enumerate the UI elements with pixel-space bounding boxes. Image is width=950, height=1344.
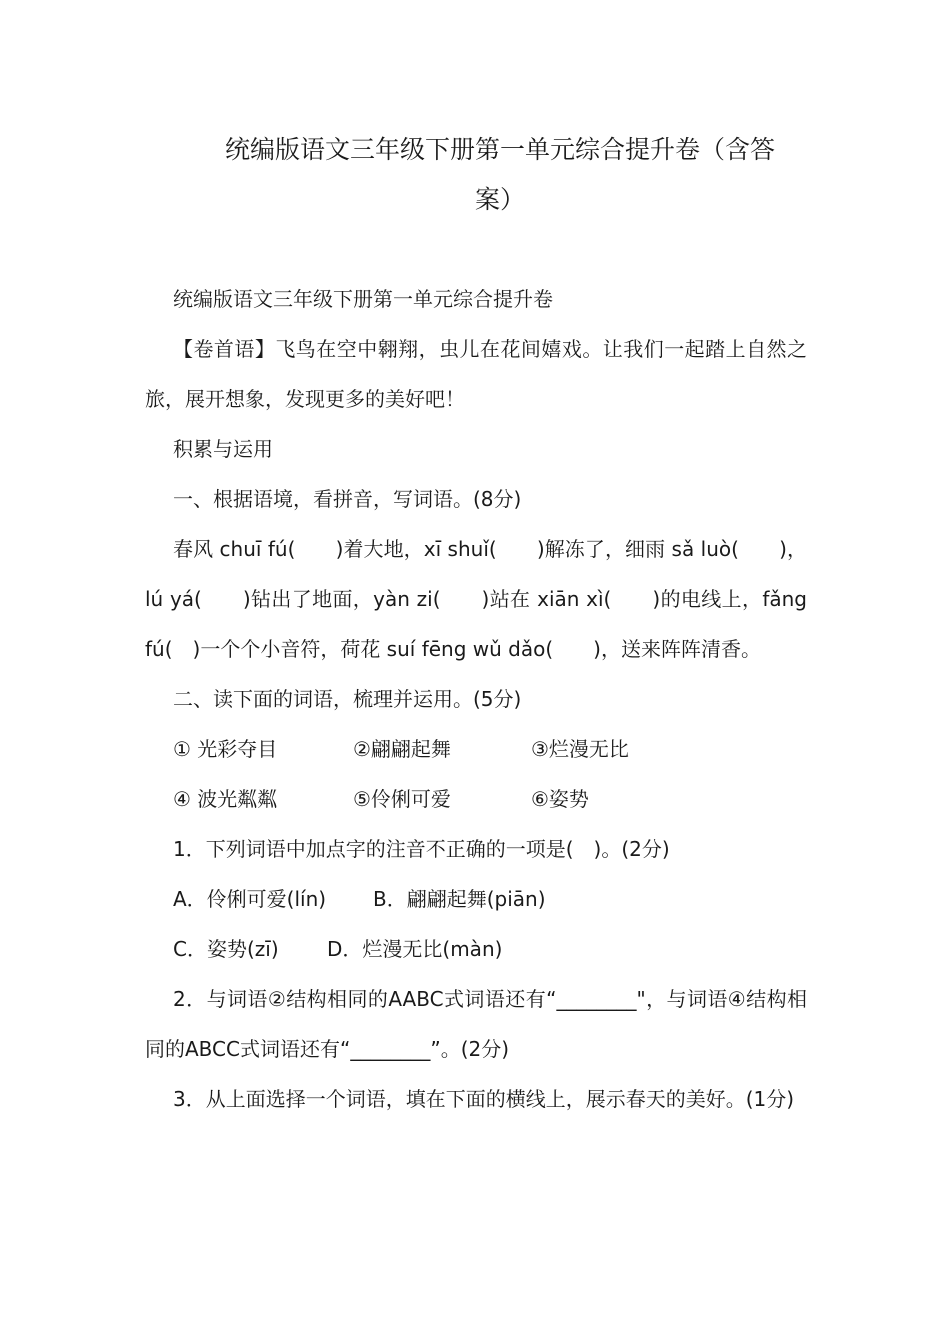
sub-question-1: 1．下列词语中加点字的注音不正确的一项是( )。(2分) bbox=[173, 837, 670, 861]
document-title-line-1: 统编版语文三年级下册第一单元综合提升卷（含答 bbox=[224, 135, 775, 164]
word-item: ⑤伶俐可爱 bbox=[353, 787, 451, 811]
word-item: ②翩翩起舞 bbox=[353, 737, 451, 761]
word-item: ① 光彩夺目 bbox=[173, 737, 278, 761]
option-a: A．伶俐可爱(lín) bbox=[173, 887, 327, 911]
options-row-1 bbox=[145, 874, 807, 924]
preface: 【卷首语】飞鸟在空中翱翔，虫儿在花间嬉戏。让我们一起踏上自然之旅，展开想象，发现更多的美好吧！ bbox=[145, 337, 807, 411]
word-item: ⑥姿势 bbox=[531, 787, 589, 811]
word-list-row-2 bbox=[145, 774, 807, 824]
document-title-line-2: 案） bbox=[474, 185, 525, 214]
section-heading: 积累与运用 bbox=[173, 437, 273, 461]
question-1-heading: 一、根据语境，看拼音，写词语。(8分) bbox=[173, 487, 522, 511]
subtitle: 统编版语文三年级下册第一单元综合提升卷 bbox=[173, 287, 553, 311]
option-b: B．翩翩起舞(piān) bbox=[373, 887, 546, 911]
word-item: ④ 波光粼粼 bbox=[173, 787, 278, 811]
word-list-row-1 bbox=[145, 724, 807, 774]
document-body bbox=[145, 274, 807, 1124]
option-d: D．烂漫无比(màn) bbox=[327, 937, 503, 961]
question-2-heading: 二、读下面的词语，梳理并运用。(5分) bbox=[173, 687, 522, 711]
sub-question-3: 3．从上面选择一个词语，填在下面的横线上，展示春天的美好。(1分) bbox=[173, 1087, 795, 1111]
options-row-2 bbox=[145, 924, 807, 974]
sub-question-2: 2．与词语②结构相同的AABC式词语还有“________"，与词语④结构相同的ABCC式词语还有“________”。(2分) bbox=[145, 987, 807, 1061]
question-1-text: 春风 chuī fú( )着大地，xī shuǐ( )解冻了，细雨 sǎ luò( )，lú yá( )钻出了地面，yàn zi( )站在 xiān xì( )的电线上，fǎng fú( )一个个小音符，荷花 suí fēng wǔ dǎo( )，送来阵阵清香。 bbox=[145, 537, 807, 661]
word-item: ③烂漫无比 bbox=[531, 737, 629, 761]
option-c: C．姿势(zī) bbox=[173, 937, 279, 961]
